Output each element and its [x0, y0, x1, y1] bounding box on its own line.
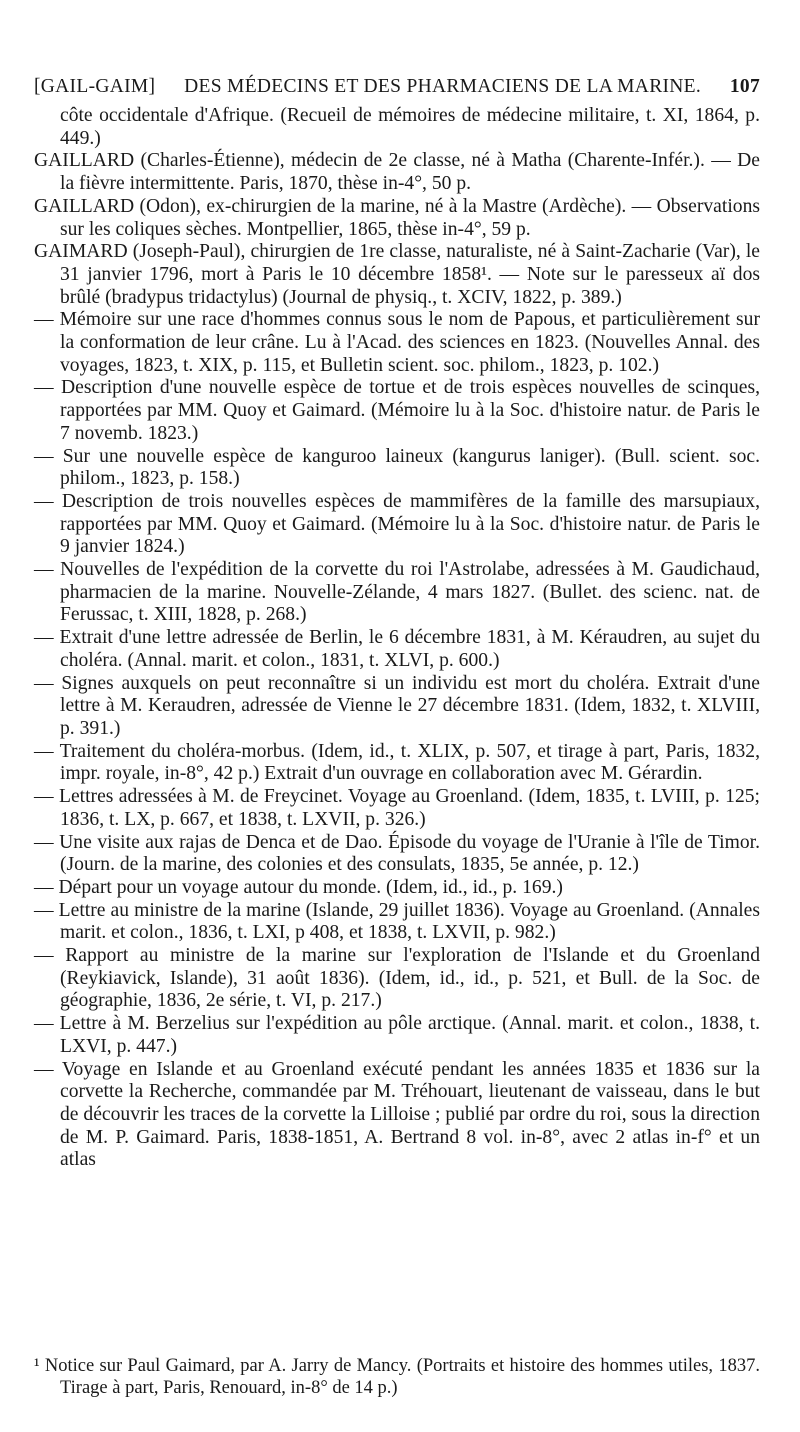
sub-entry-lettre-ministre: — Lettre au ministre de la marine (Islande, 29 juillet 1836). Voyage au Groenland. (Annales marit. et colon., 1836, t. LXI, p 408, et 1838, t. LXVII, p. 982.)	[34, 899, 760, 944]
running-header	[34, 76, 760, 98]
entries-body	[34, 105, 760, 1172]
sub-entry-papous: — Mémoire sur une race d'hommes connus sous le nom de Papous, et particulièrement sur la conformation de leur crâne. Lu à l'Acad. des sciences en 1823. (Nouvelles Annal. des voyages, 1823, t. XIX, p. 115, et Bulletin scient. soc. philom., 1823, p. 102.)	[34, 309, 760, 376]
sub-entry-rajas: — Une visite aux rajas de Denca et de Dao. Épisode du voyage de l'Uranie à l'île de Timor. (Journ. de la marine, des colonies et des consulats, 1835, 5e année, p. 12.)	[34, 831, 760, 876]
footnote: ¹ Notice sur Paul Gaimard, par A. Jarry de Mancy. (Portraits et histoire des hommes utiles, 1837. Tirage à part, Paris, Renouard, in-8° de 14 p.)	[34, 1356, 760, 1398]
sub-entry-traitement-cholera: — Traitement du choléra-morbus. (Idem, id., t. XLIX, p. 507, et tirage à part, Paris, 1832, impr. royale, in-8°, 42 p.) Extrait d'un ouvrage en collaboration avec M. Gérardin.	[34, 740, 760, 785]
sub-entry-rapport: — Rapport au ministre de la marine sur l'exploration de l'Islande et du Groenland (Reykiavick, Islande), 31 août 1836). (Idem, id., id., p. 521, et Bull. de la Soc. de géographie, 1836, 2e série, t. VI, p. 217.)	[34, 945, 760, 1012]
sub-entry-voyage-islande: — Voyage en Islande et au Groenland exécuté pendant les années 1835 et 1836 sur la corvette la Recherche, commandée par M. Tréhouart, lieutenant de vaisseau, dans le but de découvrir les traces de la corvette la Lilloise ; publié par ordre du roi, sous la direction de M. P. Gaimard. Paris, 1838-1851, A. Bertrand 8 vol. in-8°, avec 2 atlas in-f° et un atlas	[34, 1058, 760, 1171]
sub-entry-depart: — Départ pour un voyage autour du monde. (Idem, id., id., p. 169.)	[34, 876, 563, 898]
sub-entry-tortue: — Description d'une nouvelle espèce de tortue et de trois espèces nouvelles de scinques, rapportées par MM. Quoy et Gaimard. (Mémoire lu à la Soc. d'histoire natur. de Paris le 7 novemb. 1823.)	[34, 377, 760, 444]
sub-entry-freycinet: — Lettres adressées à M. de Freycinet. Voyage au Groenland. (Idem, 1835, t. LVIII, p. 125; 1836, t. LX, p. 667, et 1838, t. LXVII, p. 326.)	[34, 786, 760, 830]
entry-continuation: côte occidentale d'Afrique. (Recueil de mémoires de médecine militaire, t. XI, 1864, p. 449.)	[60, 105, 760, 149]
entry-gaillard-charles: GAILLARD (Charles-Étienne), médecin de 2e classe, né à Matha (Charente-Infér.). — De la fièvre intermittente. Paris, 1870, thèse in-4°, 50 p.	[34, 150, 760, 195]
sub-entry-berlin: — Extrait d'une lettre adressée de Berlin, le 6 décembre 1831, à M. Kéraudren, au sujet du choléra. (Annal. marit. et colon., 1831, t. XLVI, p. 600.)	[34, 627, 760, 671]
sub-entry-berzelius: — Lettre à M. Berzelius sur l'expédition au pôle arctique. (Annal. marit. et colon., 1838, t. LXVI, p. 447.)	[34, 1013, 760, 1057]
page-number: 107	[729, 76, 760, 97]
entry-gaillard-odon: GAILLARD (Odon), ex-chirurgien de la marine, né à la Mastre (Ardèche). — Observations sur les coliques sèches. Montpellier, 1865, thèse in-4°, 59 p.	[34, 195, 760, 240]
header-alphabetical-range: [GAIL-GAIM]	[34, 76, 156, 97]
sub-entry-astrolabe: — Nouvelles de l'expédition de la corvette du roi l'Astrolabe, adressées à M. Gaudichaud, pharmacien de la marine. Nouvelle-Zélande, 4 mars 1827. (Bullet. des scienc. nat. de Ferussac, t. XIII, 1828, p. 268.)	[34, 559, 760, 626]
sub-entry-signes-cholera: — Signes auxquels on peut reconnaître si un individu est mort du choléra. Extrait d'une lettre à M. Keraudren, adressée de Vienne le 27 décembre 1831. (Idem, 1832, t. XLVIII, p. 391.)	[34, 672, 760, 739]
sub-entry-kanguroo: — Sur une nouvelle espèce de kanguroo laineux (kangurus laniger). (Bull. scient. soc. philom., 1823, p. 158.)	[34, 445, 760, 490]
header-title: DES MÉDECINS ET DES PHARMACIENS DE LA MARINE.	[184, 76, 702, 97]
entry-gaimard: GAIMARD (Joseph-Paul), chirurgien de 1re classe, naturaliste, né à Saint-Zacharie (Var), le 31 janvier 1796, mort à Paris le 10 décembre 1858¹. — Note sur le paresseux aï dos brûlé (bradypus tridactylus) (Journal de physiq., t. XCIV, 1822, p. 389.)	[34, 241, 760, 308]
sub-entry-marsupiaux: — Description de trois nouvelles espèces de mammifères de la famille des marsupiaux, rapportées par MM. Quoy et Gaimard. (Mémoire lu à la Soc. d'histoire natur. de Paris le 9 janvier 1824.)	[34, 490, 760, 558]
